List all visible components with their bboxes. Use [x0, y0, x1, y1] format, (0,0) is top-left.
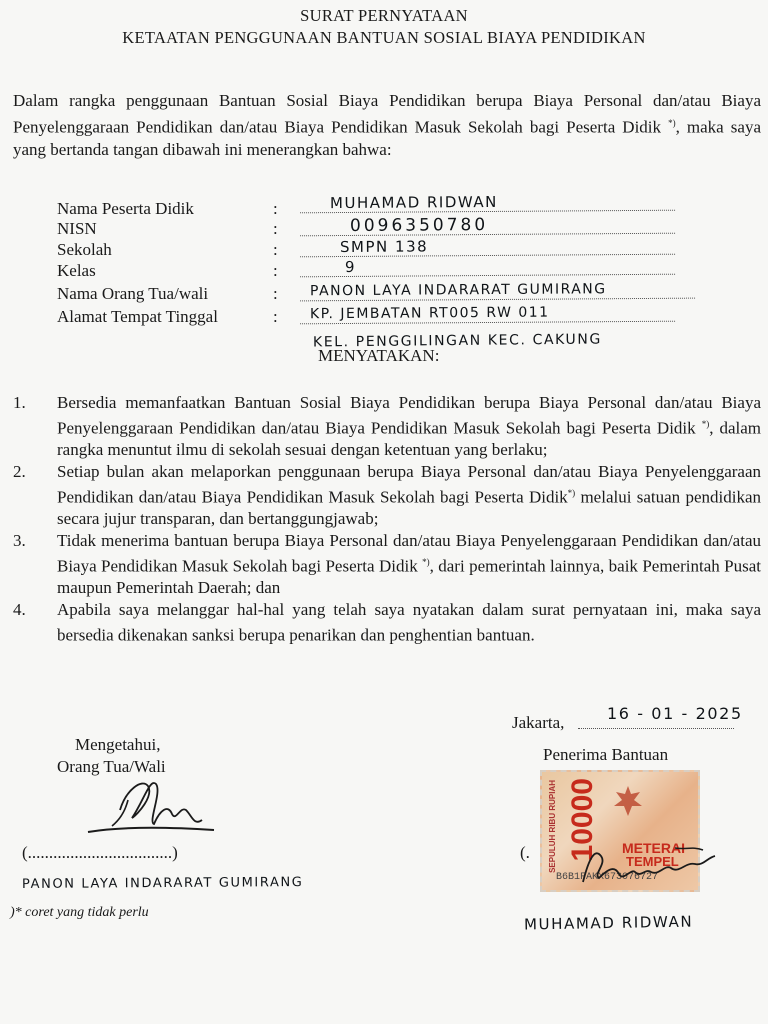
recipient-name: MUHAMAD RIDWAN	[523, 912, 694, 934]
statement-footnote-mark: *)	[567, 487, 576, 498]
field-label-parent-name: Nama Orang Tua/wali	[57, 284, 209, 303]
field-value-nisn: 0096350780	[300, 216, 675, 237]
parent-signature-scribble	[82, 770, 222, 850]
statement-number: 3.	[13, 531, 26, 551]
statement-number: 1.	[13, 393, 26, 412]
statement-text: Setiap bulan akan melaporkan penggunaan berupa Biaya Personal dan/atau Biaya Penyelenggaraan Pendidikan dan/atau Biaya Pendidikan Masuk Sekolah bagi Peserta Didik	[57, 462, 761, 507]
field-value-address-line2: KEL. PENGGILINGAN KEC. CAKUNG	[312, 331, 602, 351]
stamp-word-meterai: METERAI	[622, 840, 685, 856]
recipient-label: Penerima Bantuan	[543, 745, 669, 764]
date-value: 16 - 01 - 2025	[607, 704, 743, 723]
field-label-nisn: NISN	[57, 219, 97, 238]
recipient-signature-line: (.	[520, 843, 530, 862]
field-value-address: KP. JEMBATAN RT005 RW 011	[300, 304, 675, 325]
statement-text-end: , dalam rangka menuntut ilmu di sekolah sesuai dengan ketentuan yang berlaku;	[57, 418, 761, 459]
recipient-signature-scribble	[575, 838, 725, 898]
field-label-student-name: Nama Peserta Didik	[57, 199, 194, 218]
parent-guardian-label: Orang Tua/Wali	[57, 757, 166, 776]
statement-number: 4.	[13, 600, 26, 620]
parent-signature-line: (..................................)	[22, 843, 178, 862]
statement-footnote-mark: *)	[701, 418, 710, 429]
parent-name: PANON LAYA INDARARAT GUMIRANG	[21, 875, 304, 892]
field-colon: :	[273, 284, 278, 303]
field-colon: :	[273, 219, 278, 238]
stamp-serial: B6B1FAKX673076727	[556, 872, 659, 883]
intro-text-end: , maka saya yang bertanda tangan dibawah ini menerangkan bahwa:	[13, 117, 761, 159]
declare-heading: MENYATAKAN:	[318, 346, 440, 365]
footnote-mark: )*	[10, 905, 22, 920]
field-label-school: Sekolah	[57, 240, 112, 259]
statement-text: Tidak menerima bantuan berupa Biaya Personal dan/atau Biaya Penyelenggaraan Pendidikan dan/atau Biaya Pendidikan Masuk Sekolah bagi Peserta Didik	[57, 531, 761, 576]
statement-text: Bersedia memanfaatkan Bantuan Sosial Biaya Pendidikan berupa Biaya Personal dan/atau Biaya Penyelenggaraan Pendidikan dan/atau Biaya Pendidikan Masuk Sekolah bagi Peserta Didik	[57, 393, 761, 438]
stamp-value: 10000	[566, 778, 599, 862]
field-label-class: Kelas	[57, 261, 96, 280]
date-dotted-line	[578, 728, 734, 729]
statement-text-end: , dari pemerintah lainnya, baik Pemerintah Pusat maupun Pemerintah Daerah; dan	[57, 556, 761, 597]
statement-number: 2.	[13, 462, 26, 482]
intro-footnote-mark: *)	[668, 118, 676, 128]
stamp-word-tempel: TEMPEL	[626, 854, 679, 869]
field-value-student-name: MUHAMAD RIDWAN	[300, 193, 675, 214]
footnote-text: coret yang tidak perlu	[25, 905, 149, 920]
place-label: Jakarta,	[512, 713, 565, 732]
acknowledged-label: Mengetahui,	[75, 735, 161, 754]
statement-footnote-mark: *)	[422, 556, 430, 567]
stamp-side-text: SEPULUH RIBU RUPIAH	[548, 780, 557, 873]
statement-text: Apabila saya melanggar hal-hal yang telah saya nyatakan dalam surat pernyataan ini, maka saya bersedia dikenakan sanksi berupa penarikan dan penghentian bantuan.	[57, 600, 761, 645]
statement-item	[13, 599, 761, 646]
statement-item	[13, 392, 761, 460]
statement-list	[13, 392, 761, 647]
document-subtitle: KETAATAN PENGGUNAAN BANTUAN SOSIAL BIAYA PENDIDIKAN	[122, 28, 646, 47]
statement-text-end: melalui satuan pendidikan secara jujur transparan, dan bertanggungjawab;	[57, 487, 761, 528]
field-value-school: SMPN 138	[300, 237, 675, 258]
intro-paragraph	[13, 90, 761, 161]
statement-item	[13, 461, 761, 529]
intro-text: Dalam rangka penggunaan Bantuan Sosial Biaya Pendidikan berupa Biaya Personal dan/atau Biaya Penyelenggaraan Pendidikan dan/atau Biaya Pendidikan Masuk Sekolah bagi Peserta Didik	[13, 91, 761, 137]
field-value-parent-name: PANON LAYA INDARARAT GUMIRANG	[300, 281, 695, 302]
field-value-class: 9	[300, 257, 675, 278]
field-colon: :	[273, 261, 278, 280]
field-colon: :	[273, 199, 278, 218]
field-colon: :	[273, 307, 278, 326]
footnote	[10, 905, 149, 921]
document-title: SURAT PERNYATAAN	[300, 6, 468, 25]
field-colon: :	[273, 240, 278, 259]
statement-item	[13, 530, 761, 598]
field-label-address: Alamat Tempat Tinggal	[57, 307, 218, 326]
garuda-emblem-icon	[608, 782, 648, 822]
